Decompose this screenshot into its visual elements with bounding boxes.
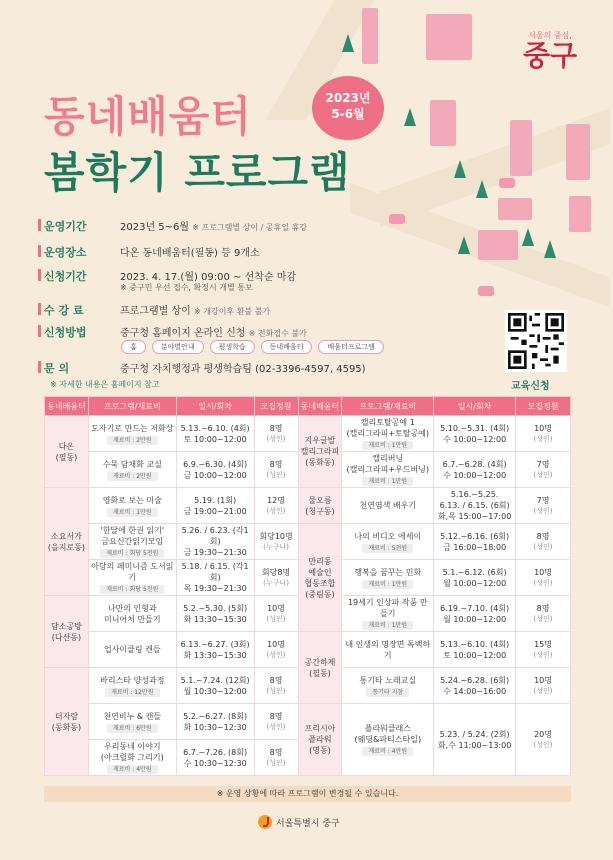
info-subnote: ※ 중구민 우선 접수, 확정시 개별 통보 (120, 283, 253, 292)
info-label: 운영기간 (44, 218, 114, 234)
schedule-cell (176, 668, 254, 704)
material-fee: 재료비 : 1만원 (362, 580, 413, 589)
table-row (45, 632, 571, 668)
program-cell (88, 416, 176, 452)
badge-months: 5-6월 (331, 107, 365, 121)
capacity-target: (성인) (266, 614, 286, 623)
venue-name: 담소공방 (다산동) (50, 621, 82, 642)
material-fee: 재료비 : 5천원 (362, 544, 413, 553)
venue-name: 지우글발 캘리그라피 (동화동) (300, 436, 340, 467)
period-badge (312, 76, 384, 140)
capacity-cell (516, 488, 571, 524)
schedule-cell (434, 560, 516, 596)
program-cell (342, 452, 434, 488)
capacity-cell (254, 416, 298, 452)
info-label: 신청기간 (44, 268, 114, 284)
qr-code-icon (508, 313, 564, 369)
capacity-target: (성인) (533, 740, 553, 749)
capacity: 회당8명 (261, 567, 291, 577)
schedule: 6.7.~6.28. (4회) 수 10:00~12:00 (442, 459, 507, 480)
footer-org: 서울특별시 중구 (276, 818, 340, 829)
schedule: 5.1.~6.12. (6회) 월 10:00~12:00 (442, 567, 507, 588)
schedule: 5.19. (1회) 금 19:00~21:00 (183, 495, 247, 516)
schedule-cell (176, 704, 254, 740)
capacity-cell (254, 560, 298, 596)
schedule-cell (176, 416, 254, 452)
program-name: 캘리토탈공예 1 (캘리그라피+토탈공예) (346, 418, 430, 438)
venue-name: 공간하제 (필동) (304, 657, 336, 678)
breadcrumb-item: 홈 (121, 340, 146, 354)
capacity: 8명 (269, 711, 283, 721)
capacity-target: (성인) (266, 434, 286, 443)
program-name: 통기타 노래교실 (359, 675, 417, 685)
breadcrumb (121, 340, 384, 354)
material-fee: 재료비 : 1만원 (362, 621, 413, 630)
capacity: 10명 (267, 639, 286, 649)
tree-decoration (454, 160, 466, 178)
venue-cell (45, 416, 89, 488)
capacity-target: (성인) (266, 758, 286, 767)
program-name: 내 인생의 명장면 독백하기 (345, 639, 431, 660)
material-fee: 재료비 : 1만원 (362, 441, 413, 450)
schedule-cell (434, 596, 516, 632)
program-cell (342, 596, 434, 632)
venue-cell (298, 524, 342, 632)
capacity-cell (254, 488, 298, 524)
schedule: 5.2.~6.27. (8회) 화 10:30~12:30 (183, 711, 248, 732)
column-header: 동네배움터 (45, 397, 89, 416)
schedule-cell (434, 488, 516, 524)
venue-cell (45, 488, 89, 596)
info-value: 중구청 자치행정과 평생학습팀 (02-3396-4597, 4595) (120, 364, 366, 375)
schedule: 5.26. / 6.23. (각1회) 금 19:30~21:30 (181, 526, 249, 557)
program-name: 캘리버닝 (캘리그라피+우드버닝) (346, 454, 430, 474)
program-name: 아당의 페미니즘 도서읽기 (91, 562, 174, 582)
building-decoration (426, 14, 472, 60)
venue-cell (298, 704, 342, 776)
schedule: 5.2.~5.30. (5회) 화 13:30~15:30 (183, 603, 248, 624)
program-cell (88, 668, 176, 704)
tree-decoration (544, 240, 556, 258)
qr-label: 교육신청 (511, 381, 550, 392)
building-decoration (498, 198, 532, 220)
column-header: 일시/회차 (176, 397, 254, 416)
program-name: 영화로 보는 미술 (102, 495, 162, 505)
capacity: 8명 (269, 747, 283, 757)
bottom-note: ※ 운영 상황에 따라 프로그램이 변경될 수 있습니다. (44, 786, 571, 802)
program-name: 플라워클래스 (웨딩&파티스타일) (354, 724, 422, 744)
program-cell (342, 704, 434, 776)
capacity-cell (516, 668, 571, 704)
info-value: 중구청 홈페이지 온라인 신청 ※ 전화접수 불가 (120, 328, 307, 339)
column-header: 모집정원 (254, 397, 298, 416)
schedule: 5.24.~6.28. (6회) 수 14:00~16:00 (440, 675, 510, 696)
material-fee: 재료비 : 회당 5천원 (100, 549, 164, 558)
capacity-cell (516, 524, 571, 560)
program-name: '한달에 한권 읽기' 금요신간읽기모임 (100, 526, 165, 546)
detail-note: ※ 자세한 내용은 홈페이지 참고 (50, 380, 160, 389)
capacity: 12명 (267, 495, 286, 505)
material-fee: 통기타 지참 (366, 688, 409, 697)
breadcrumb-item: 배움터프로그램 (318, 340, 383, 354)
capacity-target: (성인) (533, 506, 553, 515)
capacity-cell (254, 524, 298, 560)
column-header: 프로그램/재료비 (88, 397, 176, 416)
capacity: 8명 (536, 603, 550, 613)
program-cell (88, 704, 176, 740)
schedule: 6.13.~6.27. (3회) 화 13:30~15:30 (180, 639, 250, 660)
schedule-cell (176, 524, 254, 560)
breadcrumb-item: 분야별안내 (152, 340, 204, 354)
car-decoration (499, 178, 515, 188)
venue-name: 더자람 (동화동) (51, 711, 82, 732)
capacity-target: (성인) (533, 470, 553, 479)
schedule: 5.13.~6.10. (4회) 토 10:00~12:00 (180, 423, 250, 444)
column-header: 모집정원 (516, 397, 571, 416)
info-label: 문 의 (44, 360, 114, 376)
capacity-cell (516, 632, 571, 668)
capacity-target: (성인) (266, 650, 286, 659)
program-cell (342, 560, 434, 596)
program-name: 수묵 담채화 교실 (102, 459, 162, 469)
schedule: 5.12.~6.16. (6회) 금 16:00~18:00 (440, 531, 510, 552)
venue-name: 소요서가 (을지로동) (47, 531, 86, 552)
program-name: 19세기 인상파 작품 만들기 (347, 598, 428, 618)
program-name: 도자기로 만드는 저화상 (91, 423, 174, 433)
program-name: 천연염색 배우기 (359, 501, 417, 510)
info-value: 2023. 4. 17.(월) 09:00 ~ 선착순 마감 (120, 272, 297, 283)
capacity: 10명 (267, 603, 286, 613)
program-cell (88, 488, 176, 524)
material-fee: 재료비 : 12만원 (105, 688, 159, 697)
info-value: 2023년 5~6월 ※ 프로그램별 상이 / 공휴일 휴강 (120, 222, 308, 233)
program-name: 바리스타 양성과정 (100, 675, 165, 685)
capacity-cell (516, 452, 571, 488)
junggu-logo (520, 30, 580, 90)
building-decoration (510, 120, 532, 176)
venue-cell (45, 668, 89, 776)
program-cell (342, 668, 434, 704)
program-table (44, 396, 571, 776)
venue-cell (298, 632, 342, 704)
program-cell (88, 740, 176, 776)
schedule-cell (176, 560, 254, 596)
capacity-cell (516, 704, 571, 776)
column-header: 일시/회차 (434, 397, 516, 416)
program-cell (88, 560, 176, 596)
capacity-cell (516, 416, 571, 452)
footer (258, 815, 340, 829)
column-header: 동네배움터 (298, 397, 342, 416)
material-fee: 재료비 : 1만원 (107, 508, 158, 517)
program-name: 나만의 인형과 미니어처 만들기 (103, 603, 161, 624)
material-fee: 재료비 : 6만원 (107, 724, 158, 733)
info-value: 프로그램별 상이 ※ 개강이후 환불 불가 (120, 306, 271, 317)
material-fee: 재료비 : 2만원 (107, 436, 158, 445)
venue-name: 물오름 (청구동) (305, 495, 335, 516)
venue-cell (45, 596, 89, 668)
capacity: 8명 (269, 459, 283, 469)
capacity-target: (성인) (533, 542, 553, 551)
capacity-cell (516, 560, 571, 596)
breadcrumb-item: 동네배움터 (261, 340, 313, 354)
page-title-line1: 동네배움터 (44, 92, 252, 141)
capacity-target: (성인) (266, 722, 286, 731)
building-decoration (569, 196, 591, 232)
program-cell (342, 416, 434, 452)
program-cell (342, 632, 434, 668)
schedule-cell (434, 632, 516, 668)
capacity-target: (성인) (533, 614, 553, 623)
tree-decoration (522, 228, 534, 246)
capacity: 7명 (536, 495, 550, 505)
program-name: 우리동네 이야기 (아크릴화 그리기) (100, 742, 164, 762)
capacity-target: (누구나) (263, 542, 289, 551)
logo-slogan: 서울의 중심, (528, 31, 572, 40)
program-cell (342, 524, 434, 560)
schedule: 6.9.~6.30. (4회) 금 10:00~12:00 (183, 459, 248, 480)
schedule-cell (176, 740, 254, 776)
capacity: 8명 (269, 423, 283, 433)
badge-year: 2023년 (325, 91, 371, 105)
schedule-cell (434, 524, 516, 560)
tree-decoration (404, 108, 416, 126)
program-cell (88, 524, 176, 560)
material-fee: 재료비 : 1만원 (362, 477, 413, 486)
column-header: 프로그램/재료비 (342, 397, 434, 416)
seoul-junggu-logo-icon (258, 815, 272, 829)
info-value: 다온 동네배움터(필동) 등 9개소 (120, 248, 260, 259)
capacity-cell (254, 596, 298, 632)
building-decoration (362, 8, 378, 64)
venue-cell (298, 488, 342, 524)
page-title-line2: 봄학기 프로그램 (44, 148, 351, 197)
capacity-cell (254, 632, 298, 668)
capacity: 20명 (534, 729, 552, 739)
schedule-cell (176, 632, 254, 668)
capacity: 10명 (534, 423, 552, 433)
capacity-cell (254, 452, 298, 488)
material-fee: 재료비 : 2만원 (107, 472, 158, 481)
schedule: 6.19.~7.10. (4회) 월 10:00~12:00 (440, 603, 510, 624)
info-label: 운영장소 (44, 244, 114, 260)
capacity: 8명 (536, 531, 550, 541)
program-name: 업사이클링 캔들 (103, 645, 161, 654)
breadcrumb-item: 평생학습 (210, 340, 255, 354)
schedule: 6.7.~7.26. (8회) 수 10:30~12:30 (183, 747, 248, 768)
capacity-cell (516, 596, 571, 632)
schedule-cell (434, 452, 516, 488)
material-fee: 재료비 : 4만원 (362, 747, 413, 756)
qr-code[interactable] (505, 310, 567, 372)
tree-decoration (458, 236, 470, 254)
schedule-cell (176, 452, 254, 488)
tree-decoration (342, 34, 354, 52)
program-name: 나의 비디오 에세이 (354, 531, 422, 541)
capacity-target: (누구나) (263, 578, 289, 587)
schedule-cell (176, 596, 254, 632)
building-decoration (566, 124, 590, 180)
material-fee: 재료비 : 회당 5천원 (100, 585, 164, 594)
capacity-cell (254, 740, 298, 776)
schedule: 5.23. / 5.24. (2회) 화,수 11:00~13:00 (437, 729, 512, 750)
schedule: 5.1.~7.24. (12회) 월 10:30~12:00 (180, 675, 250, 696)
venue-cell (298, 416, 342, 488)
capacity: 회당10명 (259, 531, 293, 541)
capacity: 8명 (269, 675, 283, 685)
capacity-target: (성인) (533, 650, 553, 659)
table-row (45, 704, 571, 740)
table-row (45, 524, 571, 560)
capacity-target: (성인) (533, 434, 553, 443)
program-name: 천연비누 & 캔들 (103, 711, 162, 721)
venue-name: 프리시아 플라워 (명동) (304, 724, 336, 755)
schedule-cell (434, 668, 516, 704)
capacity-target: (성인) (533, 686, 553, 695)
schedule: 5.10.~5.31. (4회) 수 10:00~12:00 (440, 423, 510, 444)
table-row (45, 416, 571, 452)
schedule-cell (434, 704, 516, 776)
capacity-target: (성인) (266, 506, 286, 515)
capacity: 10명 (534, 567, 552, 577)
schedule-cell (434, 416, 516, 452)
venue-name: 다온 (필동) (55, 441, 78, 462)
program-cell (88, 632, 176, 668)
logo-name: 중구 (522, 39, 578, 72)
capacity-target: (성인) (266, 686, 286, 695)
info-label: 수 강 료 (44, 302, 114, 318)
schedule-cell (176, 488, 254, 524)
program-cell (88, 452, 176, 488)
car-decoration (389, 214, 405, 224)
capacity: 7명 (536, 459, 550, 469)
table-row (45, 488, 571, 524)
program-cell (342, 488, 434, 524)
building-decoration (430, 100, 456, 146)
info-label: 신청방법 (44, 324, 114, 340)
program-cell (88, 596, 176, 632)
capacity: 10명 (534, 675, 552, 685)
venue-name: 만리동 예술인 협동조합 (중림동) (304, 556, 336, 599)
building-decoration (478, 230, 518, 260)
capacity-cell (254, 704, 298, 740)
capacity-target: (성인) (266, 470, 286, 479)
schedule: 5.16.~5.25. 6.13. / 6.15. (6회) 화,목 15:00~17:00 (437, 490, 512, 521)
schedule: 5.13.~6.10. (4회) 토 10:00~12:00 (440, 639, 510, 660)
material-fee: 재료비 : 4만원 (107, 765, 158, 774)
capacity-target: (성인) (533, 578, 553, 587)
car-decoration (478, 286, 494, 296)
program-name: 행복을 꿈꾸는 민화 (354, 567, 422, 577)
capacity-cell (254, 668, 298, 704)
tree-decoration (476, 180, 488, 198)
table-header-row (45, 397, 571, 416)
capacity: 15명 (534, 639, 552, 649)
schedule: 5.18. / 6.15. (각1회) 목 19:30~21:30 (181, 562, 249, 593)
